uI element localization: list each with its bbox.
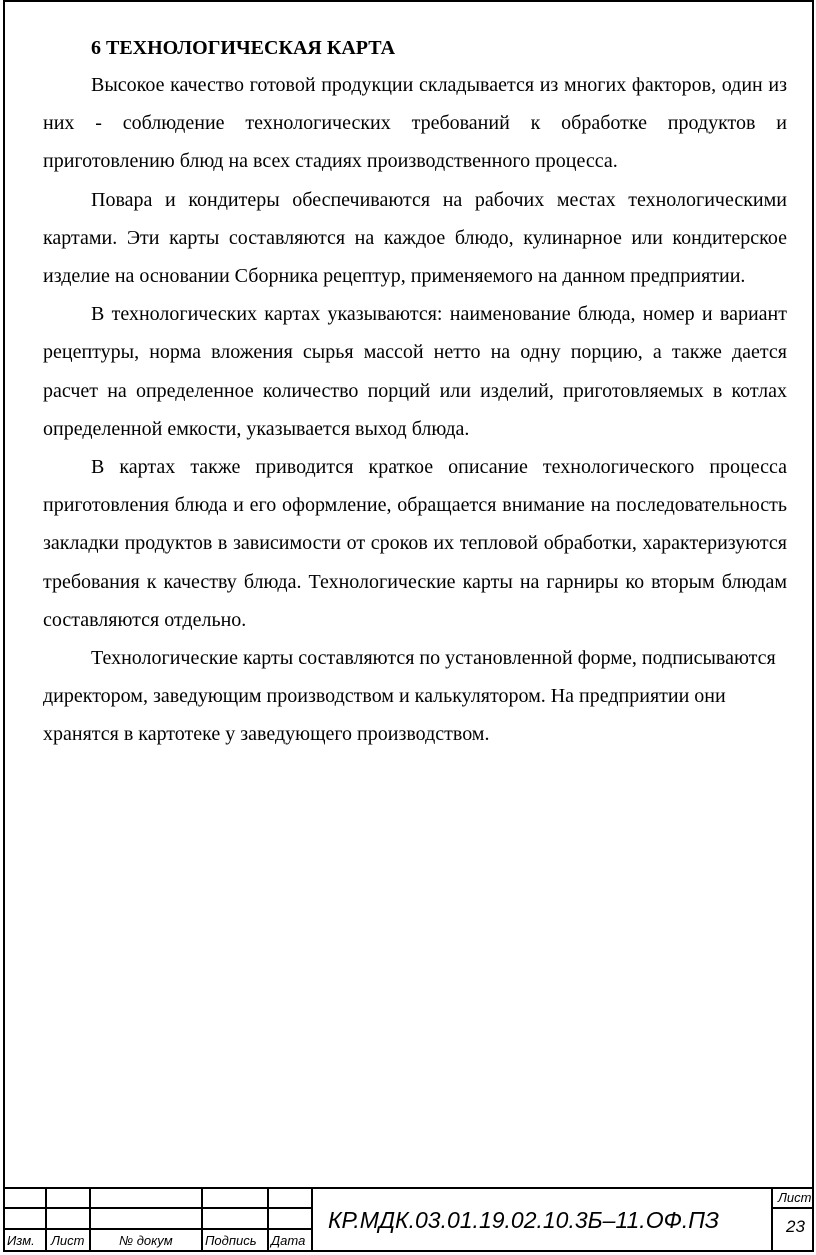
stamp-col-line bbox=[45, 1187, 47, 1250]
stamp-label-doc: № докум bbox=[119, 1233, 173, 1248]
paragraph-4: В картах также приводится краткое описание технологического процесса приготовления блюда и его оформление, обращается внимание на последовательность закладки продуктов в зависимости от сроков их тепловой обработки, характеризуются требования к качеству блюда. Технологические карты на гарниры ко вторым блюдам составляются отдельно. bbox=[43, 456, 787, 631]
stamp-top-line bbox=[3, 1187, 814, 1189]
paragraph-5: Технологические карты составляются по установленной форме, подписываются директором, заведующим производством и калькулятором. На предприятии они хранятся в картотеке у заведующего производством. bbox=[43, 647, 776, 746]
stamp-col-line bbox=[771, 1187, 773, 1250]
stamp-col-line bbox=[267, 1187, 269, 1250]
title-block-stamp bbox=[3, 1187, 814, 1252]
stamp-label-izm: Изм. bbox=[7, 1233, 35, 1248]
stamp-label-sign: Подпись bbox=[205, 1233, 257, 1248]
stamp-col-line bbox=[89, 1187, 91, 1250]
document-code: КР.МДК.03.01.19.02.10.3Б–11.ОФ.ПЗ bbox=[328, 1207, 720, 1233]
document-body bbox=[43, 30, 787, 754]
sheet-label: Лист bbox=[778, 1190, 812, 1205]
sheet-cell-line bbox=[773, 1207, 814, 1209]
sheet-number: 23 bbox=[786, 1217, 805, 1236]
stamp-col-line bbox=[201, 1187, 203, 1250]
paragraph-3: В технологических картах указываются: наименование блюда, номер и вариант рецептуры, норма вложения сырья массой нетто на одну порцию, а также дается расчет на определенное количество порций или изделий, приготовляемых в котлах определенной емкости, указывается выход блюда. bbox=[43, 303, 787, 440]
stamp-label-date: Дата bbox=[271, 1233, 306, 1248]
section-heading: 6 ТЕХНОЛОГИЧЕСКАЯ КАРТА bbox=[91, 37, 396, 59]
paragraph-1: Высокое качество готовой продукции складывается из многих факторов, один из них - соблюдение технологических требований к обработке продуктов и приготовлению блюд на всех стадиях производственного процесса. bbox=[43, 74, 787, 173]
stamp-label-list: Лист bbox=[51, 1233, 85, 1248]
stamp-col-line bbox=[311, 1187, 313, 1250]
paragraph-2: Повара и кондитеры обеспечиваются на рабочих местах технологическими картами. Эти карты составляются на каждое блюдо, кулинарное или кондитерское изделие на основании Сборника рецептур, применяемого на данном предприятии. bbox=[43, 188, 787, 288]
